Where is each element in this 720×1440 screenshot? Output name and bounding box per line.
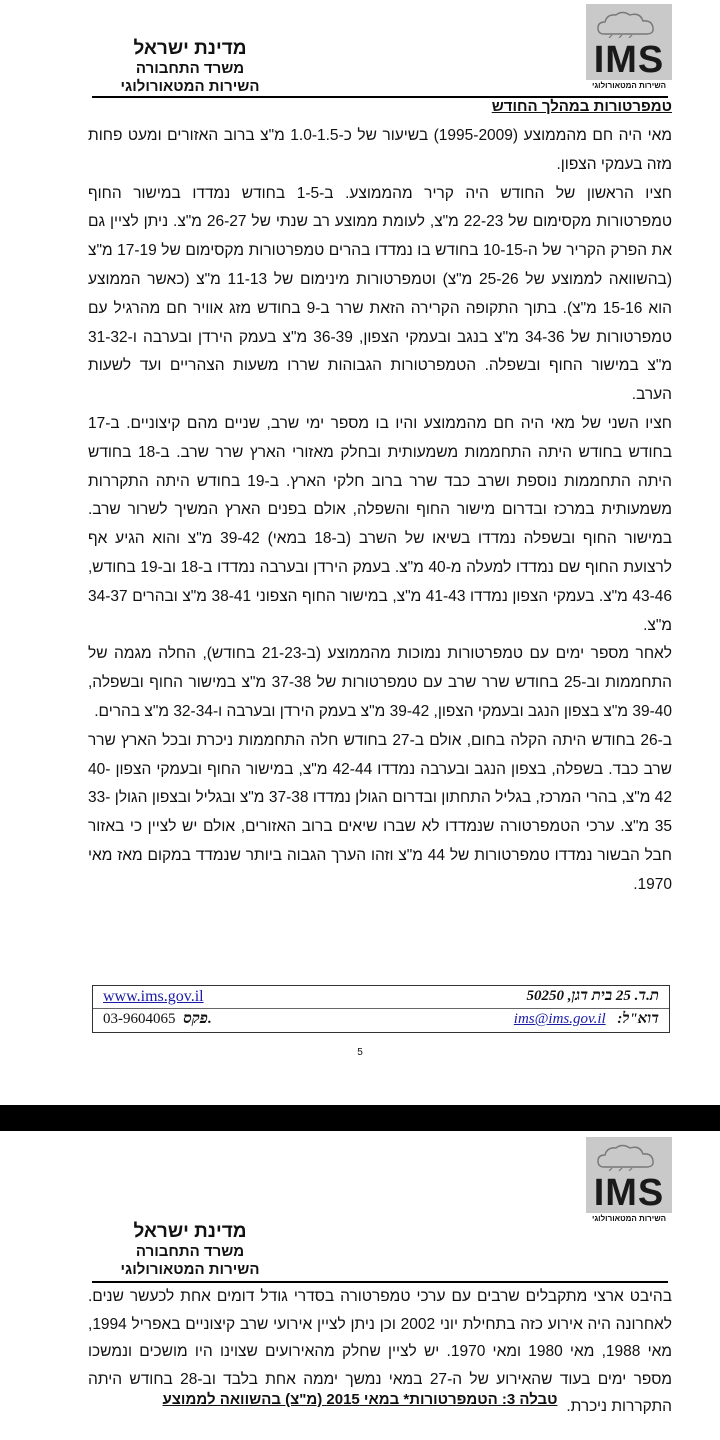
paragraph: לאחר מספר ימים עם טמפרטורות נמוכות מהממוצע (ב-21-23 בחודש), החלה מגמה של התחממות וב-25 בחודש שרר שרב עם טמפרטורות של 37-38 מ"צ במישור החוף ובשפלה, 39-40 מ"צ בצפון הנגב ובעמקי הצפון, 39-42 מ"צ בעמק הירדן ובערבה ו-32-34 מ"צ בהרים. — [88, 645, 672, 720]
email-link[interactable]: ims@ims.gov.il — [513, 1011, 606, 1027]
page-number: 5 — [357, 1047, 363, 1058]
logo-caption: השירות המטאורולוגי — [591, 81, 667, 90]
email-contact — [514, 1011, 659, 1028]
org-header — [100, 1221, 280, 1279]
fax-number — [103, 1011, 212, 1028]
fax-label: פקס. — [183, 1011, 212, 1027]
website-link[interactable]: www.ims.gov.il — [103, 988, 204, 1005]
cloud-icon — [594, 1143, 664, 1171]
state-name: מדינת ישראל — [133, 1221, 247, 1242]
ims-logo — [586, 1137, 672, 1221]
document-page-2 — [0, 1131, 720, 1440]
ministry-name: משרד התחבורה — [135, 60, 245, 77]
body-text — [88, 122, 672, 900]
ims-logo — [586, 4, 672, 88]
org-header — [100, 38, 280, 96]
page-separator — [0, 1105, 720, 1131]
paragraph: ב-26 בחודש היתה הקלה בחום, אולם ב-27 בחודש חלה התחממות ניכרת ובכל הארץ שרר שרב כבד. בשפלה, בצפון הנגב ובערבה נמדדו 42-44 מ"צ, במישור החוף ובעמקי הצפון 40-42 מ"צ, בהרי המרכז, בגליל התחתון ובדרום הגולן נמדדו 37-38 מ"צ ובגליל ובצפון הגולן 33-35 מ"צ. ערכי הטמפרטורה שנמדדו לא שברו שיאים ברוב האזורים, אולם יש לציין כי באזור חבל הבשור נמדדו טמפרטורות של 44 מ"צ וזהו הערך הגבוה ביותר שנמדד במקום מאז מאי 1970. — [88, 731, 673, 893]
logo-text: IMS — [593, 1172, 665, 1213]
footer-contact-box — [92, 985, 670, 1033]
email-label: דוא"ל: — [617, 1011, 659, 1027]
state-name: מדינת ישראל — [133, 38, 247, 59]
table-caption: טבלה 3: הטמפרטורות* במאי 2015 (מ"צ) בהשוואה לממוצע — [162, 1391, 558, 1408]
paragraph: חציו הראשון של החודש היה קריר מהממוצע. ב-1-5 בחודש נמדדו במישור החוף טמפרטורות מקסימום של 22-23 מ"צ, לעומת ממוצע רב שנתי של 26-27 מ"צ. ניתן לציין גם את הפרק הקריר של ה-10-15 בחודש בו נמדדו בהרים טמפרטורות מקסימום של 17-19 מ"צ (בהשוואה לממוצע של 25-26 מ"צ) וטמפרטורות מינימום של 11-13 מ"צ (כאשר הממוצע הוא 15-16 מ"צ). בתוך התקופה הקרירה הזאת שרר ב-9 בחודש מזג אוויר חם מהרגיל עם טמפרטורות של 34-36 מ"צ בנגב ובעמקי הצפון, 36-39 מ"צ בעמק הירדן ובערבה ו-31-32 מ"צ במישור החוף ובשפלה. הטמפרטורות הגבוהות שררו משעות הצהריים ועד לשעות הערב. — [88, 184, 672, 404]
fax-number-value: 03-9604065 — [103, 1011, 176, 1027]
postal-address: ת.ד. 25 בית דגן, 50250 — [526, 988, 659, 1004]
paragraph: בהיבט ארצי מתקבלים שרבים עם ערכי טמפרטורה בסדרי גודל דומים אחת לכעשר שנים. לאחרונה היה אירוע כזה בתחילת יוני 2002 וכן ניתן לציין אירועי שרב קיצוניים באפריל 1994, מאי 1988, מאי 1980 ומאי 1970. יש לציין שחלק מהאירועים שצוינו היו מושכים ונמשכו מספר ימים בעוד שהאירוע של ה-27 במאי נמשך יממה אחת בלבד וב-28 בחודש היתה התקררות ניכרת. — [88, 1288, 673, 1415]
service-name: השירות המטאורולוגי — [120, 78, 260, 95]
ministry-name: משרד התחבורה — [135, 1243, 245, 1260]
service-name: השירות המטאורולוגי — [120, 1261, 260, 1278]
logo-text: IMS — [593, 39, 665, 80]
paragraph: מאי היה חם מהממוצע (1995-2009) בשיעור של כ-1.0-1.5 מ"צ ברוב האזורים ומעט פחות מזה בעמקי הצפון. — [88, 127, 672, 173]
cloud-icon — [594, 10, 664, 38]
paragraph: חציו השני של מאי היה חם מהממוצע והיו בו מספר ימי שרב, שניים מהם קיצוניים. ב-17 בחודש בחודש היתה התחממות משמעותית ובחלק מאזורי הארץ שרר שרב. ב-18 בחודש היתה התחממות נוספת ושרב כבד שרר ברוב חלקי הארץ. ב-19 בחודש היתה התקררות משמעותית במרכז ובדרום מישור החוף והשפלה, אולם בפנים הארץ המשיך לשרור שרב. במישור החוף ובשפלה נמדדו בשיאו של השרב (ב-18 במאי) 39-42 מ"צ והוא הגיע אף לרצועת החוף שם נמדדו למעלה מ-40 מ"צ. בעמק הירדן ובערבה נמדדו ב-18 וב-19 בחודש, 43-46 מ"צ. בעמקי הצפון נמדדו 41-43 מ"צ, במישור החוף הצפוני 38-41 מ"צ ובהרים 34-37 מ"צ. — [88, 414, 673, 634]
logo-caption: השירות המטאורולוגי — [591, 1214, 667, 1223]
section-title: טמפרטורות במהלך החודש — [491, 98, 672, 115]
